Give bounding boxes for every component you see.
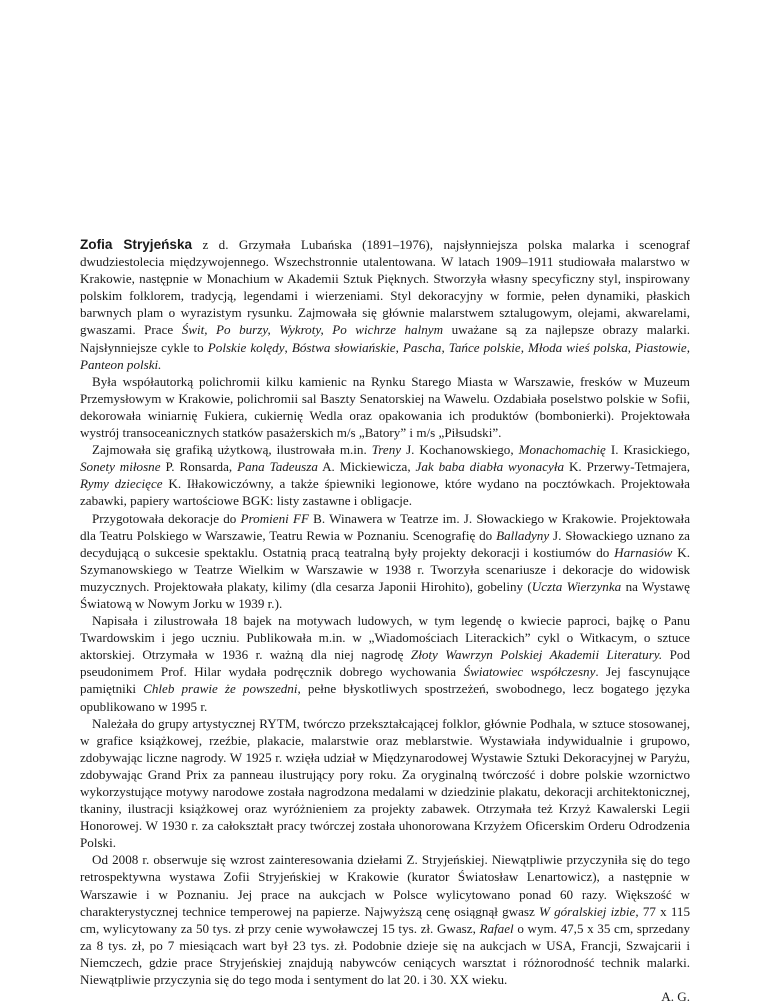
italic-title: Treny bbox=[371, 442, 402, 458]
italic-title: Uczta Wierzynka bbox=[531, 578, 622, 594]
italic-title: Polskie kolędy bbox=[207, 339, 285, 355]
italic-title: Rafael bbox=[479, 920, 514, 936]
text-run: 77 x 115 cm, wylicytowany za 50 tys. zł przy cenie wywoławczej 15 tys. zł. Gwasz, bbox=[80, 903, 690, 936]
paragraph-auctions bbox=[80, 851, 690, 988]
subject-name: Zofia Stryjeńska bbox=[80, 237, 193, 252]
text-run: J. Kochanowskiego, bbox=[401, 442, 519, 458]
italic-title: Balladyny bbox=[496, 527, 550, 543]
text-run: z d. Grzymała Lubańska (1891–1976), najsłynniejsza polska malarka i scenograf dwudziestolecia międzywojennego. Wszechstronnie utalentowana. W latach 1909–1911 studiowała malarstwo w Krakowie, następnie w Monachium w Akademii Sztuk Pięknych. Stworzyła własny specyficzny styl, inspirowany polskim folklorem, tradycją, legendami i wierzeniami. Styl dekoracyjny w formie, pełen dynamiki, płaskich barwnych plam o wyrazistym rysunku. Zajmowała się głównie malarstwem sztalugowym, olejami, akwarelami, gwaszami. Prace bbox=[80, 237, 690, 338]
italic-title: Harnasiów bbox=[614, 544, 673, 560]
text-run: P. Ronsarda, bbox=[160, 459, 238, 475]
text-run: K. Przerwy-Tetmajera, bbox=[564, 459, 690, 475]
text-run: , bbox=[284, 339, 292, 355]
text-run: na Wystawę Światową w Nowym Jorku w 1939 r.). bbox=[80, 578, 690, 611]
text-run: o wym. 47,5 x 35 cm, sprzedany za 8 tys. zł, po 7 miesiącach wart był 23 tys. zł. Podobnie dzieje się na aukcjach w USA, Francji, Szwajcarii i Niemczech, gdzie prace Stryjeńskiej znajdują nabywców ceniących warsztat i różnorodność technik malarki. Niewątpliwie przyczynia się do tego moda i sentyment do lat 20. i 30. XX wieku. bbox=[80, 920, 691, 988]
text-run: . Jej fascynujące pamiętniki bbox=[80, 664, 690, 697]
italic-title: Złoty Wawrzyn Polskiej Akademii Literatury. bbox=[410, 647, 663, 663]
italic-title: Monachomachię bbox=[518, 442, 606, 458]
text-run: pełne błyskotliwych spostrzeżeń, swobodnego, lecz bogatego języka opublikowano w 1995 r. bbox=[80, 681, 690, 714]
italic-title: Światowiec współczesny bbox=[463, 664, 596, 680]
italic-title: Jak baba diabła wyonacyła bbox=[415, 459, 565, 475]
italic-title: Promieni FF bbox=[240, 510, 309, 526]
text-run: Pod pseudonimem Prof. Hilar wydała podręcznik dobrego wychowania bbox=[80, 647, 691, 680]
paragraph-theatre bbox=[80, 510, 690, 613]
italic-title: Sonety miłosne bbox=[80, 459, 161, 475]
paragraph-writing bbox=[80, 612, 690, 715]
text-run: Napisała i zilustrowała 18 bajek na motywach ludowych, w tym legendę o kwiecie paproci, bajkę o Panu Twardowskim i jego uczniu. Publikowała m.in. w „Wiadomościach Literackich” cykl o Witkacym, o sztuce aktorskiej. Otrzymała w 1936 r. ważną dla niej nagrodę bbox=[80, 613, 690, 663]
paragraph-graphics bbox=[80, 441, 690, 509]
text-run: K. Szymanowskiego w Teatrze Wielkim w Warszawie w 1938 r. Tworzyła scenariusze i dekoracje do widowisk muzycznych. Projektowała plakaty, kilimy (dla cesarza Japonii Hirohito), gobeliny ( bbox=[80, 544, 690, 594]
italic-title: W góralskiej izbie, bbox=[538, 903, 639, 919]
text-run: K. Iłłakowiczówny, a także śpiewniki legionowe, które wydano na pocztówkach. Projektowała zabawki, papiery wartościowe BGK: listy zastawne i obligacje. bbox=[80, 476, 690, 509]
biography-article bbox=[80, 236, 690, 1005]
text-run: B. Winawera w Teatrze im. J. Słowackiego w Krakowie. Projektowała dla Teatru Polskiego w Warszawie, Teatru Rewia w Poznaniu. Scenografię do bbox=[80, 510, 691, 543]
paragraph-intro bbox=[80, 236, 690, 373]
text-run: A. Mickiewicza, bbox=[317, 459, 416, 475]
italic-title: Bóstwa słowiańskie, Pascha, Tańce polskie, Młoda wieś polska, Piastowie, Panteon polski. bbox=[80, 339, 691, 372]
text-run: Od 2008 r. obserwuje się wzrost zainteresowania dziełami Z. Stryjeńskiej. Niewątpliwie przyczyniła się do tego retrospektywna wystawa Zofii Stryjeńskiej w Krakowie (kurator Światosław Lenartowicz), a następnie w Warszawie i w Poznaniu. Jej prace na aukcjach w Polsce wylicytowano ponad 60 razy. Większość w charakterystycznej technice temperowej na papierze. Najwyższą cenę osiągnął gwasz bbox=[80, 852, 690, 919]
italic-title: Rymy dziecięce bbox=[80, 476, 163, 492]
text-run: I. Krasickiego, bbox=[605, 442, 691, 458]
italic-title: Pana Tadeusza bbox=[237, 459, 318, 475]
text-run: J. Słowackiego uznano za decydującą o sukcesie spektaklu. Ostatnią pracą teatralną były projekty dekoracji i kostiumów do bbox=[80, 527, 690, 560]
paragraph-polychromes: Była współautorką polichromii kilku kamienic na Rynku Starego Miasta w Warszawie, fresków w Muzeum Przemysłowym w Krakowie, polichromii sal Baszty Senatorskiej na Wawelu. Ozdabiała poselstwo polskie w Sofii, dekorowała winiarnię Fukiera, cukiernię Wedla oraz opakowania ich produktów (bombonierki). Projektowała wystrój transoceanicznych statków pasażerskich m/s „Batory” i m/s „Piłsudski”. bbox=[80, 373, 690, 441]
text-run: Zajmowała się grafiką użytkową, ilustrowała m.in. bbox=[92, 442, 372, 458]
italic-title: Świt, Po burzy, Wykroty, Po wichrze halnym bbox=[181, 322, 444, 338]
author-signature: A. G. bbox=[661, 989, 690, 1005]
text-run: Przygotowała dekoracje do bbox=[92, 510, 241, 526]
text-run: uważane są za najlepsze obrazy malarki. Najsłynniejsze cykle to bbox=[80, 322, 690, 355]
italic-title: Chleb prawie że powszedni, bbox=[143, 681, 301, 697]
paragraph-awards: Należała do grupy artystycznej RYTM, twórczo przekształcającej folklor, głównie Podhala, w sztuce stosowanej, w grafice książkowej, rzeźbie, plakacie, malarstwie oraz meblarstwie. Wystawiała indywidualnie i grupowo, zdobywając liczne nagrody. W 1925 r. wzięła udział w Międzynarodowej Wystawie Sztuki Dekoracyjnej w Paryżu, zdobywając Grand Prix za panneau ilustrujący pory roku. Za oryginalną twórczość i dobre polskie wzornictwo wykorzystujące motywy narodowe została nagrodzona medalami w dziedzinie plakatu, dekoracji architektonicznej, tkaniny, ilustracji książkowej oraz wyróżnieniem za projekty zabawek. Otrzymała też Krzyż Kawalerski Legii Honorowej. W 1930 r. za całokształt pracy twórczej została uhonorowana Krzyżem Oficerskim Orderu Odrodzenia Polski. bbox=[80, 715, 690, 851]
